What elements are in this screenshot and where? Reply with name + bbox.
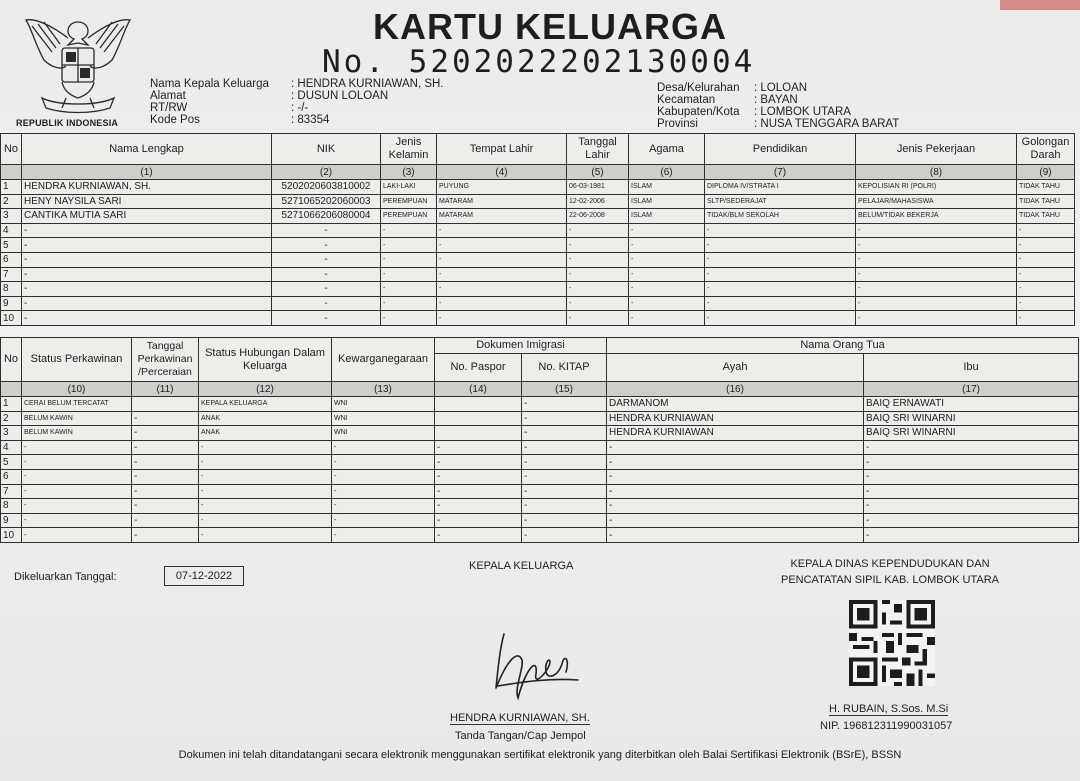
table-cell: BELUM KAWIN [22,411,132,426]
col-header: NIK [272,134,381,165]
header-left-labels: Nama Kepala Keluarga Alamat RT/RW Kode Pos [150,78,269,126]
table-cell: - [332,499,435,514]
table-cell: - [522,499,607,514]
table-cell: - [1017,296,1075,311]
table-cell: - [522,513,607,528]
table-cell: - [272,267,381,282]
office-title: KEPALA DINAS KEPENDUDUKAN DAN PENCATATAN SIPIL KAB. LOMBOK UTARA [780,558,999,586]
table-cell: - [856,238,1017,253]
table-cell: - [199,484,332,499]
table-cell: BAIQ ERNAWATI [864,397,1079,412]
col-header: Ibu [864,354,1079,382]
col-header: No [1,134,22,165]
table-cell: - [522,469,607,484]
table-cell: - [22,513,132,528]
table-row [1,252,1075,267]
table-cell: - [272,282,381,297]
table-cell: - [132,499,199,514]
table-cell: - [437,311,567,326]
table-cell: - [435,455,522,470]
table-row [1,267,1075,282]
table-cell: PUYUNG [437,180,567,195]
table-row [1,411,1079,426]
table-cell: - [437,252,567,267]
table-cell: 3 [1,426,22,441]
table-row [1,194,1075,209]
table-cell: 8 [1,282,22,297]
table-cell: CANTIKA MUTIA SARI [22,209,272,224]
col-header: Tempat Lahir [437,134,567,165]
table-cell: - [435,469,522,484]
table-cell: WNI [332,397,435,412]
table-cell: ANAK [199,426,332,441]
table-cell: - [435,528,522,543]
table-cell: - [132,440,199,455]
table-cell: - [629,267,705,282]
table-cell: 9 [1,513,22,528]
column-index: (3) [381,165,437,180]
table-cell: - [522,528,607,543]
table-row [1,484,1079,499]
column-index: (5) [567,165,629,180]
table-cell: WNI [332,411,435,426]
table-cell: BAIQ SRI WINARNI [864,411,1079,426]
table-cell: - [856,267,1017,282]
table-cell: 3 [1,209,22,224]
table-cell: - [132,528,199,543]
table-cell: - [381,252,437,267]
table-cell: - [132,411,199,426]
table-cell: - [437,282,567,297]
col-header: No [1,338,22,382]
table-cell: 5 [1,238,22,253]
table-cell: - [272,252,381,267]
table-cell: - [607,499,864,514]
column-index: (13) [332,382,435,397]
column-index: (14) [435,382,522,397]
table-cell: - [607,469,864,484]
col-header: No. Paspor [435,354,522,382]
table-cell: 9 [1,296,22,311]
table-cell: - [272,311,381,326]
table-cell: - [629,282,705,297]
table-cell: ISLAM [629,180,705,195]
table-cell: TIDAK TAHU [1017,194,1075,209]
column-index: (17) [864,382,1079,397]
table-cell: - [435,499,522,514]
table-cell: - [272,238,381,253]
table-cell: - [567,296,629,311]
table-cell: TIDAK TAHU [1017,180,1075,195]
table-cell: - [381,238,437,253]
col-header: Dokumen Imigrasi [435,338,607,354]
table-cell [435,411,522,426]
table-row [1,528,1079,543]
table-cell: 6 [1,469,22,484]
table-cell: 1 [1,397,22,412]
table-cell: 7 [1,267,22,282]
table-cell [435,397,522,412]
table-cell: - [437,296,567,311]
table-cell: - [332,455,435,470]
table-cell: - [567,267,629,282]
table-cell: - [199,499,332,514]
table-cell: - [607,513,864,528]
table-cell: - [567,223,629,238]
family-members-table [0,133,1075,326]
table-cell: - [567,252,629,267]
table-cell: - [1017,267,1075,282]
table-cell: - [272,296,381,311]
table-cell: - [22,282,272,297]
table-cell: - [332,513,435,528]
column-index: (9) [1017,165,1075,180]
table-cell: - [607,440,864,455]
table-cell: - [199,469,332,484]
table-cell: ISLAM [629,194,705,209]
table-cell: - [1017,238,1075,253]
column-index: (8) [856,165,1017,180]
table-cell: - [567,238,629,253]
table-cell: 4 [1,223,22,238]
issued-label: Dikeluarkan Tanggal: [14,571,117,583]
table-row [1,296,1075,311]
column-index: (4) [437,165,567,180]
table-cell: 2 [1,194,22,209]
table-cell: - [381,282,437,297]
table-cell: 5 [1,455,22,470]
table-cell: - [705,267,856,282]
table-cell: 10 [1,311,22,326]
head-of-family-title: KEPALA KELUARGA [469,560,574,572]
table-cell: - [381,296,437,311]
family-card-number: No. 5202022202130004 [322,44,756,80]
table-cell: KEPOLISIAN RI (POLRI) [856,180,1017,195]
table-cell: LAKI-LAKI [381,180,437,195]
family-status-table [0,337,1079,543]
table-cell: - [522,411,607,426]
table-cell: - [629,238,705,253]
electronic-signature-note: Dokumen ini telah ditandatangani secara elektronik menggunakan sertifikat elektronik yang diterbitkan oleh Balai Sertifikasi Elektronik (BSrE), BSSN [178,749,902,761]
table-cell: - [522,397,607,412]
column-index [1,382,22,397]
table-cell: 1 [1,180,22,195]
table-cell: HENDRA KURNIAWAN, SH. [22,180,272,195]
column-index: (10) [22,382,132,397]
table-row [1,180,1075,195]
header-right-labels: Desa/Kelurahan Kecamatan Kabupaten/Kota Provinsi [657,82,740,130]
col-header: Agama [629,134,705,165]
table-cell: 10 [1,528,22,543]
col-header: Jenis Kelamin [381,134,437,165]
table-cell: WNI [332,426,435,441]
table-cell: - [1017,282,1075,297]
table-cell: - [856,282,1017,297]
table-row [1,282,1075,297]
table-cell: 5271065202060003 [272,194,381,209]
table-cell: 22-06-2008 [567,209,629,224]
col-header: No. KITAP [522,354,607,382]
table-cell: 2 [1,411,22,426]
document-title: KARTU KELUARGA [373,6,727,47]
table-cell: - [22,499,132,514]
table-cell: - [132,513,199,528]
table-cell: - [705,252,856,267]
table-cell: TIDAK TAHU [1017,209,1075,224]
table-cell: - [132,426,199,441]
table-cell: ANAK [199,411,332,426]
table-cell: TIDAK/BLM SEKOLAH [705,209,856,224]
col-header: Golongan Darah [1017,134,1075,165]
table-cell: - [1017,223,1075,238]
col-header: Pendidikan [705,134,856,165]
table-cell: - [705,238,856,253]
table-cell: - [199,455,332,470]
column-index: (6) [629,165,705,180]
table-cell: - [856,311,1017,326]
header-left-values: : HENDRA KURNIAWAN, SH. : DUSUN LOLOAN : -/- : 83354 [291,78,444,126]
col-header: Nama Orang Tua [607,338,1079,354]
table-cell: - [22,267,272,282]
table-row [1,311,1075,326]
head-of-family-name: HENDRA KURNIAWAN, SH. [450,712,590,724]
official-nip: NIP. 196812311990031057 [820,720,953,732]
table-cell: - [864,455,1079,470]
table-cell: - [522,426,607,441]
table-row [1,397,1079,412]
table-cell: SLTP/SEDERAJAT [705,194,856,209]
table-cell: - [381,267,437,282]
issued-date: 07-12-2022 [164,566,244,586]
table-row [1,238,1075,253]
table-cell: - [199,528,332,543]
table-cell: - [705,223,856,238]
table-cell: - [629,252,705,267]
table-cell: - [522,455,607,470]
col-header: Tanggal Lahir [567,134,629,165]
table-cell: HENY NAYSILA SARI [22,194,272,209]
table-cell: - [864,440,1079,455]
table-cell: - [381,223,437,238]
qr-code-icon [849,598,935,688]
table-cell: 4 [1,440,22,455]
header-right-values: : LOLOAN : BAYAN : LOMBOK UTARA : NUSA TENGGARA BARAT [754,82,900,130]
table-cell: - [199,513,332,528]
table-cell: - [22,296,272,311]
table-cell: - [437,223,567,238]
column-index: (16) [607,382,864,397]
column-index: (7) [705,165,856,180]
col-header: Jenis Pekerjaan [856,134,1017,165]
table-cell: - [607,484,864,499]
table-cell: - [864,499,1079,514]
table-cell: 5202020603810002 [272,180,381,195]
table-cell: - [705,296,856,311]
table-cell: - [437,238,567,253]
table-cell: - [522,484,607,499]
table-row [1,499,1079,514]
table-cell: - [22,252,272,267]
table-cell [132,397,199,412]
column-index: (15) [522,382,607,397]
table-cell: 8 [1,499,22,514]
table-cell: BAIQ SRI WINARNI [864,426,1079,441]
column-index: (12) [199,382,332,397]
table-cell: - [132,469,199,484]
table-cell: - [199,440,332,455]
table-cell: - [864,469,1079,484]
col-header: Tanggal Perkawinan /Perceraian [132,338,199,382]
table-cell: - [864,484,1079,499]
table-cell: 5271066206080004 [272,209,381,224]
table-cell: 06-03-1981 [567,180,629,195]
table-cell [435,426,522,441]
table-cell: MATARAM [437,209,567,224]
column-index: (11) [132,382,199,397]
table-cell: - [864,513,1079,528]
table-cell: - [607,528,864,543]
table-row [1,209,1075,224]
table-cell: - [856,296,1017,311]
table-cell: - [1017,311,1075,326]
table-cell: - [132,455,199,470]
table-cell: - [332,528,435,543]
column-index [1,165,22,180]
table-cell: - [629,311,705,326]
table-cell: - [629,223,705,238]
column-index: (2) [272,165,381,180]
table-cell: - [22,311,272,326]
table-cell: - [629,296,705,311]
official-name: H. RUBAIN, S.Sos. M.Si [829,703,949,715]
table-cell: PEREMPUAN [381,209,437,224]
table-cell: 7 [1,484,22,499]
col-header: Ayah [607,354,864,382]
table-row [1,223,1075,238]
table-cell: - [22,223,272,238]
signature-caption: Tanda Tangan/Cap Jempol [455,730,586,742]
table-cell: KEPALA KELUARGA [199,397,332,412]
table-cell: DARMANOM [607,397,864,412]
table-cell: - [607,455,864,470]
table-cell: - [705,282,856,297]
table-cell: - [522,440,607,455]
table-row [1,469,1079,484]
table-cell: - [567,282,629,297]
table-cell: 12-02-2006 [567,194,629,209]
table-cell: - [22,469,132,484]
table-cell: 6 [1,252,22,267]
table-cell: - [381,311,437,326]
table-row [1,440,1079,455]
table-cell: HENDRA KURNIAWAN [607,411,864,426]
table-cell: CERAI BELUM TERCATAT [22,397,132,412]
country-label: REPUBLIK INDONESIA [16,118,119,128]
table-cell: - [332,440,435,455]
table-cell: ISLAM [629,209,705,224]
table-cell: MATARAM [437,194,567,209]
col-header: Status Perkawinan [22,338,132,382]
table-cell: - [435,484,522,499]
column-index: (1) [22,165,272,180]
table-row [1,455,1079,470]
table-cell: - [22,455,132,470]
col-header: Status Hubungan Dalam Keluarga [199,338,332,382]
table-cell: BELUM KAWIN [22,426,132,441]
col-header: Kewarganegaraan [332,338,435,382]
table-cell: BELUM/TIDAK BEKERJA [856,209,1017,224]
table-cell: - [132,484,199,499]
table-cell: - [1017,252,1075,267]
table-cell: DIPLOMA IV/STRATA I [705,180,856,195]
table-cell: - [435,513,522,528]
table-cell: - [856,252,1017,267]
table-cell: - [22,484,132,499]
col-header: Nama Lengkap [22,134,272,165]
table-cell: - [856,223,1017,238]
table-cell: - [437,267,567,282]
table-cell: - [435,440,522,455]
table-row [1,426,1079,441]
table-cell: - [864,528,1079,543]
table-cell: - [705,311,856,326]
table-cell: - [22,440,132,455]
table-cell: - [332,469,435,484]
table-cell: - [272,223,381,238]
table-cell: - [22,528,132,543]
table-cell: PEREMPUAN [381,194,437,209]
table-cell: - [567,311,629,326]
table-row [1,513,1079,528]
signature-icon [478,628,590,708]
table-cell: - [332,484,435,499]
table-cell: - [22,238,272,253]
table-cell: HENDRA KURNIAWAN [607,426,864,441]
table-cell: PELAJAR/MAHASISWA [856,194,1017,209]
